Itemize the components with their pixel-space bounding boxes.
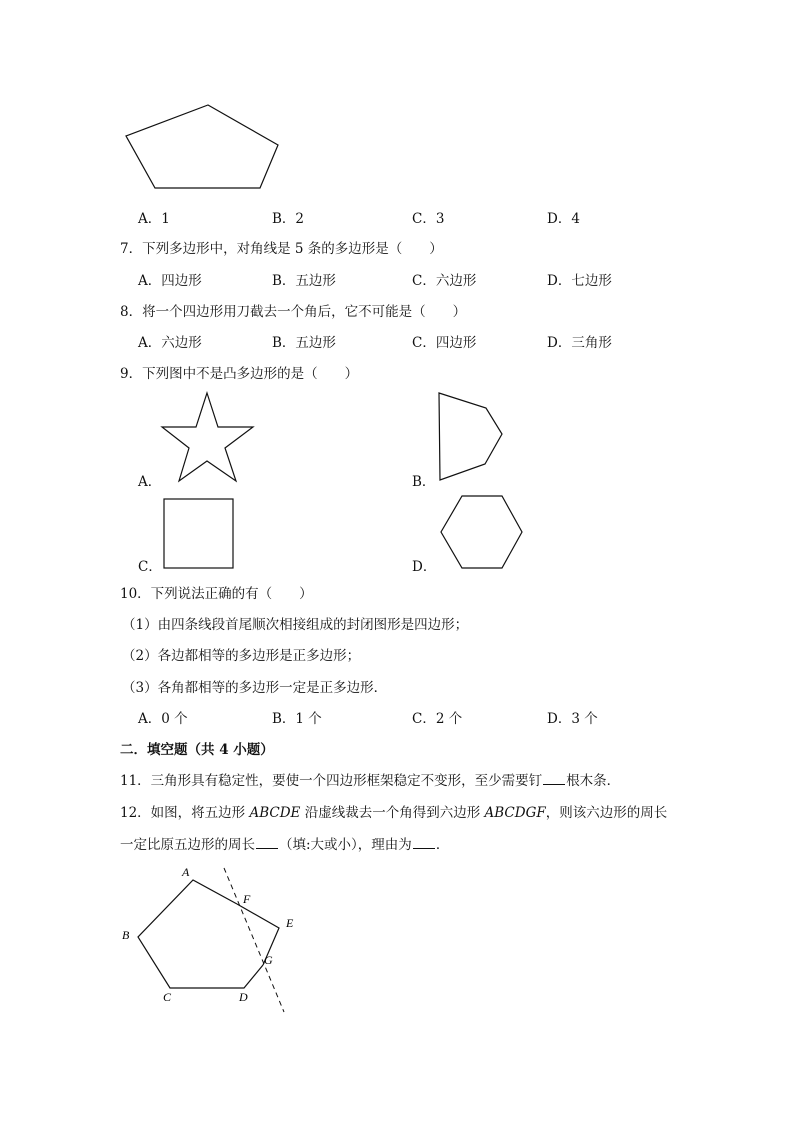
q12-label-b: B [122,928,130,942]
q8-option-c[interactable]: C．四边形 [412,335,477,351]
q6-option-a[interactable]: A．1 [138,211,170,227]
q8-option-d[interactable]: D．三角形 [547,335,612,351]
q7-option-c[interactable]: C．六边形 [412,273,477,289]
q10-option-c[interactable]: C．2 个 [412,711,463,727]
q10-option-a[interactable]: A．0 个 [138,711,188,727]
q9-option-d[interactable]: D． [412,559,437,575]
q12-label-g: G [264,953,273,967]
q12-text-1: 12．如图，将五边形 [120,805,250,821]
q12-label-c: C [163,990,172,1004]
q10-statement-3: （3）各角都相等的多边形一定是正多边形． [122,680,388,696]
q9-option-b[interactable]: B． [412,474,436,490]
q10-statement-2: （2）各边都相等的多边形是正多边形； [122,648,361,664]
q8-stem: 8．将一个四边形用刀截去一个角后，它不可能是（ ） [120,304,467,320]
q9-option-a[interactable]: A． [138,474,162,490]
q12-text-5: （填:大或小），理由为 [279,837,412,853]
q7-option-b[interactable]: B．五边形 [272,273,336,289]
q7-stem: 7．下列多边形中，对角线是 5 条的多边形是（ ） [120,241,443,257]
q9-option-c[interactable]: C． [138,559,162,575]
q12-text-4: 一定比原五边形的周长 [120,837,255,853]
q12-label-a: A [182,865,190,879]
q7-option-d[interactable]: D．七边形 [547,273,612,289]
q12-name-1: ABCDE [249,805,301,821]
q11-text-before: 11．三角形具有稳定性，要使一个四边形框架稳定不变形，至少需要钉 [120,773,543,789]
q9-stem: 9．下列图中不是凸多边形的是（ ） [120,366,359,382]
q10-stem: 10．下列说法正确的有（ ） [120,586,313,602]
q12-text-6: ． [435,837,450,853]
q6-option-b[interactable]: B．2 [272,211,305,227]
q8-option-b[interactable]: B．五边形 [272,335,336,351]
q10-option-b[interactable]: B．1 个 [272,711,322,727]
q12-dashed-cut-line [224,868,284,1012]
q12-label-f: F [243,892,251,906]
q12-name-2: ABCDGF [484,805,546,821]
q11-text-after: 根木条． [566,773,621,789]
q12-label-e: E [286,916,294,930]
q10-option-d[interactable]: D．3 个 [547,711,598,727]
q10-statement-1: （1）由四条线段首尾顺次相接组成的封闭图形是四边形； [122,617,469,633]
section-title: 二．填空题（共 4 小题） [120,742,274,758]
q12-text-3: ，则该六边形的周长 [545,805,668,821]
q8-option-a[interactable]: A．六边形 [138,335,202,351]
q6-option-c[interactable]: C．3 [412,211,445,227]
q12-text-2: 沿虚线裁去一个角得到六边形 [300,805,485,821]
q12-label-d: D [239,990,248,1004]
q6-option-d[interactable]: D．4 [547,211,580,227]
q7-option-a[interactable]: A．四边形 [138,273,202,289]
